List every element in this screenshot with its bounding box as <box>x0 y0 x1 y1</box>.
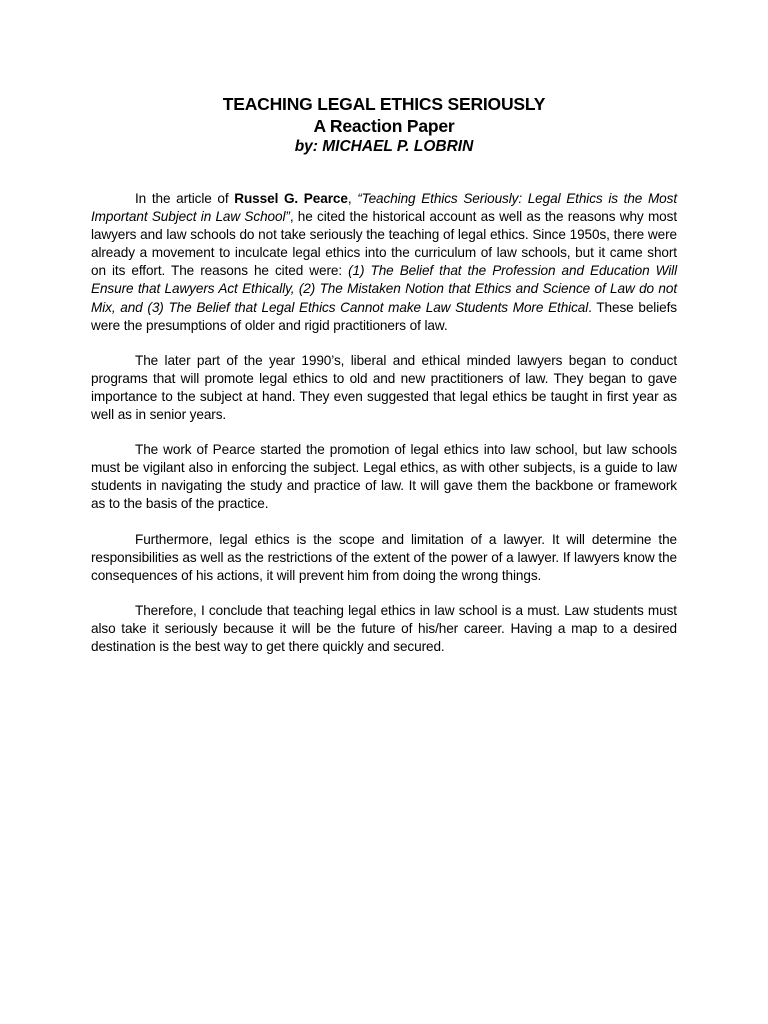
paragraph-work-of-pearce: The work of Pearce started the promotion of legal ethics into law school, but law schools must be vigilant also in enforcing the subject. Legal ethics, as with other subjects, is a guide to law students in navigating the study and practice of law. It will gave them the backbone or framework as to the basis of the practice. <box>91 442 677 512</box>
paragraph-intro <box>91 190 677 335</box>
document-body <box>91 190 677 656</box>
paragraph-conclusion: Therefore, I conclude that teaching legal ethics in law school is a must. Law students must also take it seriously because it will be the future of his/her career. Having a map to a desired destination is the best way to get there quickly and secured. <box>91 602 677 654</box>
intro-text-2: , <box>347 191 358 206</box>
article-title: “Teaching Ethics Seriously: Legal Ethics is the Most Important Subject in Law School” <box>91 191 678 225</box>
document-subtitle: A Reaction Paper <box>313 116 455 136</box>
paragraph-furthermore: Furthermore, legal ethics is the scope and limitation of a lawyer. It will determine the responsibilities as well as the restrictions of the extent of the power of a lawyer. If lawyers know the consequences of his actions, it will prevent him from doing the wrong things. <box>91 531 677 583</box>
document-page <box>91 93 677 673</box>
intro-text-1: In the article of <box>135 191 235 206</box>
paragraph-1990s: The later part of the year 1990’s, liberal and ethical minded lawyers began to conduct programs that will promote legal ethics to old and new practitioners of law. They began to gave importance to the subject at hand. They even suggested that legal ethics be taught in first year as well as in senior years. <box>91 352 677 423</box>
author-name: Russel G. Pearce <box>234 191 348 206</box>
intro-text-4: . These beliefs were the presumptions of older and rigid practitioners of law. <box>91 299 677 333</box>
author-byline: by: MICHAEL P. LOBRIN <box>294 138 474 155</box>
document-title: TEACHING LEGAL ETHICS SERIOUSLY <box>222 94 546 114</box>
intro-text-3: , he cited the historical account as well as the reasons why most lawyers and law schools do not take seriously the teaching of legal ethics. Since 1950s, there were already a movement to inculcate legal ethics into the curriculum of law schools, but it came short on its effort. The reasons he cited were: <box>91 209 677 279</box>
reasons-list: (1) The Belief that the Profession and Education Will Ensure that Lawyers Act Ethically, (2) The Mistaken Notion that Ethics and Science of Law do not Mix, and (3) The Belief that Legal Ethics Cannot make Law Students More Ethical <box>91 263 677 315</box>
